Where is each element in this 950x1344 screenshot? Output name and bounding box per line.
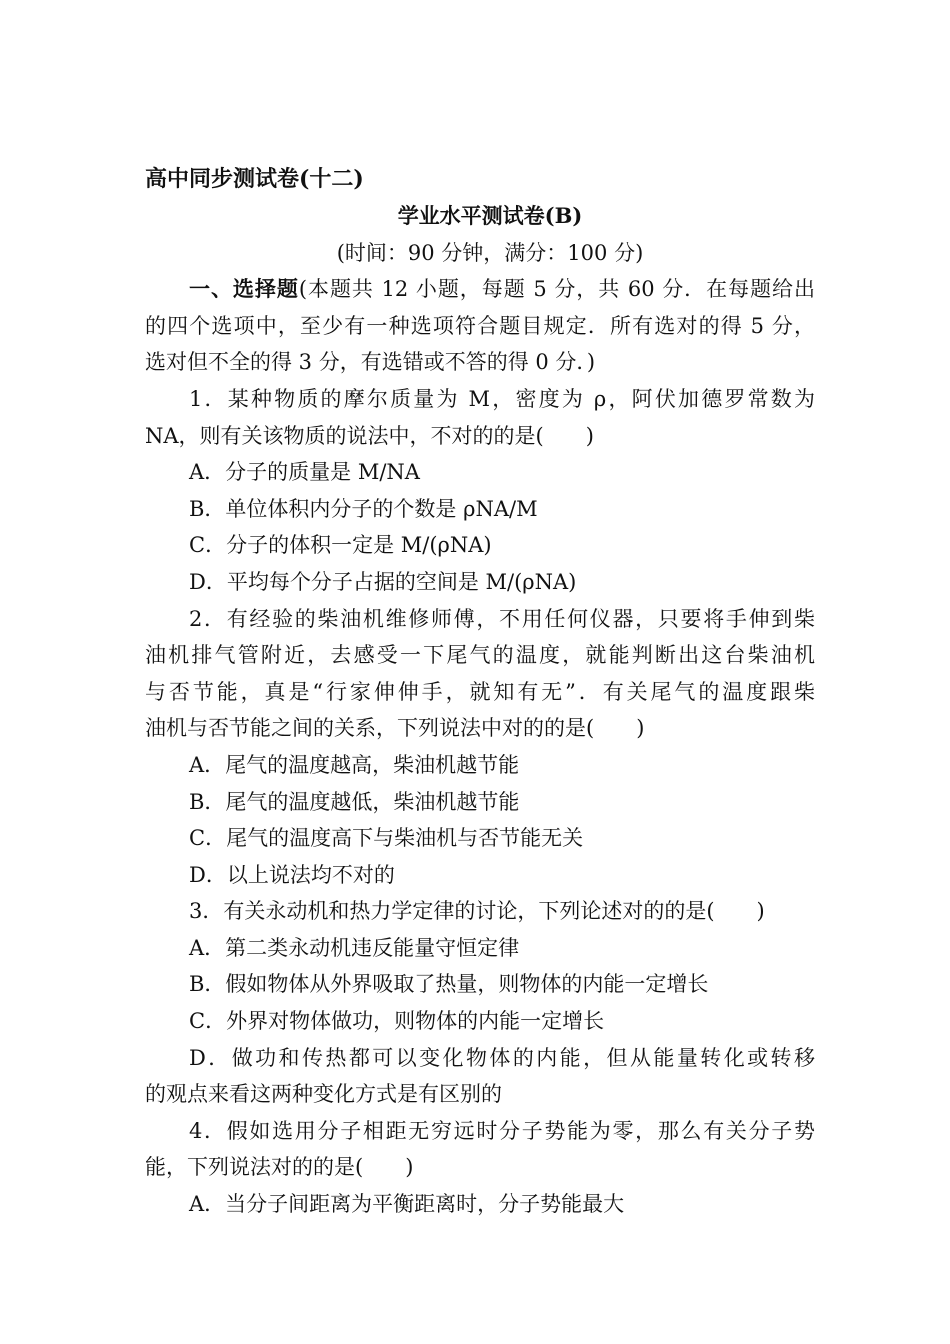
answer-option: A．第二类永动机违反能量守恒定律: [189, 935, 520, 960]
exam-meta: (时间：90 分钟，满分：100 分): [336, 240, 644, 265]
answer-option: B．尾气的温度越低，柴油机越节能: [189, 789, 520, 814]
answer-option: D．做功和传热都可以变化物体的内能，但从能量转化或转移: [189, 1045, 815, 1070]
answer-option: B．单位体积内分子的个数是 ρNA/M: [189, 496, 538, 521]
question-stem: 4．假如选用分子相距无穷远时分子势能为零，那么有关分子势: [189, 1118, 815, 1143]
answer-option: B．假如物体从外界吸取了热量，则物体的内能一定增长: [189, 972, 709, 997]
section-heading: 一、选择题: [189, 276, 299, 302]
page-subtitle: 学业水平测试卷(B): [397, 203, 583, 228]
question-stem: 油机与否节能之间的关系，下列说法中对的的是( ): [145, 716, 645, 741]
question-stem: 3．有关永动机和热力学定律的讨论，下列论述对的的是( ): [189, 899, 765, 924]
answer-option: C．分子的体积一定是 M/(ρNA): [189, 533, 492, 558]
question-stem: 与否节能，真是“行家伸伸手，就知有无”．有关尾气的温度跟柴: [145, 679, 815, 704]
section-intro-line: [145, 271, 815, 308]
answer-option: A．当分子间距离为平衡距离时，分子势能最大: [189, 1192, 625, 1217]
document-page: [145, 160, 815, 1223]
answer-option: A．分子的质量是 M/NA: [189, 460, 420, 485]
section-instruction: 选对但不全的得 3 分，有选错或不答的得 0 分．): [145, 350, 596, 375]
answer-option: 的观点来看这两种变化方式是有区别的: [145, 1082, 502, 1107]
answer-option: C．尾气的温度高下与柴油机与否节能无关: [189, 826, 584, 851]
section-instruction: (本题共 12 小题，每题 5 分，共 60 分．在每题给出: [298, 277, 815, 302]
section-instruction: 的四个选项中，至少有一种选项符合题目规定．所有选对的得 5 分，: [145, 313, 815, 338]
answer-option: D．以上说法均不对的: [189, 862, 395, 887]
question-stem: 能，下列说法对的的是( ): [145, 1155, 414, 1180]
question-stem: 1．某种物质的摩尔质量为 M，密度为 ρ，阿伏加德罗常数为: [189, 386, 815, 411]
answer-option: D．平均每个分子占据的空间是 M/(ρNA): [189, 569, 577, 594]
question-stem: 2．有经验的柴油机维修师傅，不用任何仪器，只要将手伸到柴: [189, 606, 815, 631]
answer-option: C．外界对物体做功，则物体的内能一定增长: [189, 1009, 605, 1034]
question-stem: 油机排气管附近，去感受一下尾气的温度，就能判断出这台柴油机: [145, 643, 815, 668]
page-title: 高中同步测试卷(十二): [145, 166, 364, 192]
answer-option: A．尾气的温度越高，柴油机越节能: [189, 752, 520, 777]
question-stem: NA，则有关该物质的说法中，不对的的是( ): [145, 423, 594, 448]
